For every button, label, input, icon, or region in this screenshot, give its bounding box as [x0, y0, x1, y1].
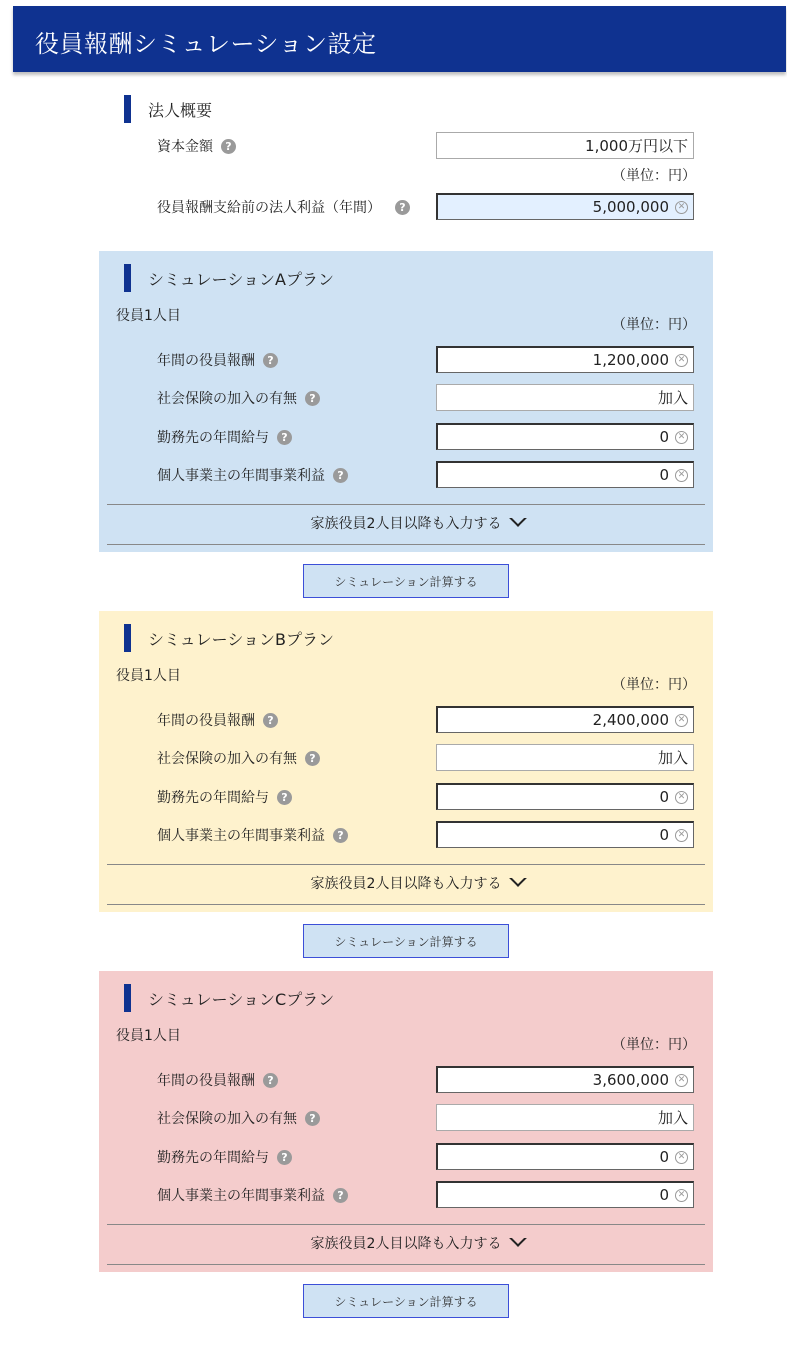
- plan-a-officer-label: 役員1人目: [116, 308, 181, 324]
- plan-a-insurance-select[interactable]: [436, 384, 694, 411]
- plan-b-heading-text: シミュレーションBプラン: [148, 629, 335, 649]
- question-circle-icon[interactable]: ?: [333, 1188, 348, 1203]
- heading-bar: [124, 95, 131, 123]
- capital-label: [157, 136, 236, 156]
- plan-a-comp-label: [157, 350, 278, 370]
- plan-a-insurance-label: [157, 388, 320, 408]
- heading-bar: [124, 984, 131, 1012]
- divider: [107, 504, 705, 505]
- calculate-button-label: シミュレーション計算する: [334, 934, 478, 949]
- business-label-text: 個人事業主の年間事業利益: [157, 468, 325, 484]
- insurance-label-text: 社会保険の加入の有無: [157, 751, 297, 767]
- plan-a-heading: [124, 264, 334, 292]
- plan-b-salary-label: [157, 787, 292, 807]
- plan-a-panel: [99, 251, 713, 552]
- profit-label-text: 役員報酬支給前の法人利益（年間）: [157, 200, 381, 216]
- plan-c-heading: [124, 984, 334, 1012]
- divider: [107, 904, 705, 905]
- divider: [107, 1264, 705, 1265]
- plan-c-calculate-button[interactable]: [303, 1284, 509, 1318]
- plan-b-comp-label: [157, 710, 278, 730]
- divider: [107, 864, 705, 865]
- clear-circle-icon[interactable]: ✕: [675, 1189, 688, 1202]
- plan-a-expand-toggle[interactable]: [99, 513, 713, 533]
- corporate-section-heading: [124, 95, 212, 123]
- plan-c-salary-label: [157, 1147, 292, 1167]
- question-circle-icon[interactable]: ?: [395, 200, 410, 215]
- heading-bar: [124, 624, 131, 652]
- plan-c-insurance-label: [157, 1108, 320, 1128]
- clear-circle-icon[interactable]: ✕: [675, 714, 688, 727]
- plan-a-salary-input[interactable]: [436, 423, 694, 450]
- clear-circle-icon[interactable]: ✕: [675, 791, 688, 804]
- question-circle-icon[interactable]: ?: [277, 1150, 292, 1165]
- clear-circle-icon[interactable]: ✕: [675, 469, 688, 482]
- salary-value: 0: [659, 788, 669, 806]
- plan-b-business-input[interactable]: [436, 821, 694, 848]
- question-circle-icon[interactable]: ?: [263, 353, 278, 368]
- question-circle-icon[interactable]: ?: [277, 430, 292, 445]
- profit-label: [157, 197, 410, 217]
- profit-value: 5,000,000: [592, 198, 669, 216]
- clear-circle-icon[interactable]: ✕: [675, 1151, 688, 1164]
- question-circle-icon[interactable]: ?: [333, 468, 348, 483]
- chevron-down-icon[interactable]: [505, 878, 531, 892]
- plan-a-comp-input[interactable]: [436, 346, 694, 373]
- plan-a-heading-text: シミュレーションAプラン: [148, 269, 334, 289]
- insurance-value: 加入: [657, 1109, 688, 1127]
- clear-circle-icon[interactable]: ✕: [675, 354, 688, 367]
- plan-b-heading: [124, 624, 334, 652]
- salary-label-text: 勤務先の年間給与: [157, 430, 269, 446]
- clear-circle-icon[interactable]: ✕: [675, 1074, 688, 1087]
- plan-a-calculate-button[interactable]: [303, 564, 509, 598]
- comp-value: 2,400,000: [592, 711, 669, 729]
- plan-a-unit-label: （単位：円）: [612, 317, 696, 333]
- salary-label-text: 勤務先の年間給与: [157, 790, 269, 806]
- business-value: 0: [659, 466, 669, 484]
- plan-a-business-input[interactable]: [436, 461, 694, 488]
- question-circle-icon[interactable]: ?: [305, 751, 320, 766]
- clear-circle-icon[interactable]: ✕: [675, 431, 688, 444]
- plan-b-insurance-select[interactable]: [436, 744, 694, 771]
- plan-b-unit-label: （単位：円）: [612, 677, 696, 693]
- calculate-button-label: シミュレーション計算する: [334, 1294, 478, 1309]
- insurance-label-text: 社会保険の加入の有無: [157, 1111, 297, 1127]
- clear-circle-icon[interactable]: ✕: [675, 201, 688, 214]
- business-value: 0: [659, 1186, 669, 1204]
- calculate-button-label: シミュレーション計算する: [334, 574, 478, 589]
- plan-c-expand-toggle[interactable]: [99, 1233, 713, 1253]
- capital-value: 1,000万円以下: [585, 137, 688, 155]
- page-title: 役員報酬シミュレーション設定: [35, 30, 377, 58]
- comp-label-text: 年間の役員報酬: [157, 1073, 255, 1089]
- plan-c-comp-label: [157, 1070, 278, 1090]
- question-circle-icon[interactable]: ?: [277, 790, 292, 805]
- question-circle-icon[interactable]: ?: [263, 713, 278, 728]
- plan-b-insurance-label: [157, 748, 320, 768]
- expand-label: 家族役員2人目以降も入力する: [310, 876, 502, 892]
- heading-bar: [124, 264, 131, 292]
- corporate-unit-label: （単位：円）: [612, 168, 696, 184]
- comp-label-text: 年間の役員報酬: [157, 713, 255, 729]
- question-circle-icon[interactable]: ?: [305, 1111, 320, 1126]
- question-circle-icon[interactable]: ?: [263, 1073, 278, 1088]
- plan-c-officer-label: 役員1人目: [116, 1028, 181, 1044]
- plan-c-comp-input[interactable]: [436, 1066, 694, 1093]
- corporate-heading-text: 法人概要: [148, 100, 213, 120]
- plan-c-salary-input[interactable]: [436, 1143, 694, 1170]
- salary-label-text: 勤務先の年間給与: [157, 1150, 269, 1166]
- insurance-value: 加入: [657, 389, 688, 407]
- plan-b-officer-label: 役員1人目: [116, 668, 181, 684]
- plan-b-calculate-button[interactable]: [303, 924, 509, 958]
- insurance-label-text: 社会保険の加入の有無: [157, 391, 297, 407]
- chevron-down-icon[interactable]: [505, 1238, 531, 1252]
- insurance-value: 加入: [657, 749, 688, 767]
- plan-c-unit-label: （単位：円）: [612, 1037, 696, 1053]
- plan-c-heading-text: シミュレーションCプラン: [148, 989, 335, 1009]
- business-label-text: 個人事業主の年間事業利益: [157, 1188, 325, 1204]
- plan-c-business-label: [157, 1185, 348, 1205]
- clear-circle-icon[interactable]: ✕: [675, 829, 688, 842]
- plan-b-panel: [99, 611, 713, 912]
- salary-value: 0: [659, 428, 669, 446]
- comp-value: 3,600,000: [592, 1071, 669, 1089]
- capital-label-text: 資本金額: [157, 139, 213, 155]
- plan-b-expand-toggle[interactable]: [99, 873, 713, 893]
- page-header: [13, 6, 786, 72]
- plan-c-insurance-select[interactable]: [436, 1104, 694, 1131]
- business-value: 0: [659, 826, 669, 844]
- comp-label-text: 年間の役員報酬: [157, 353, 255, 369]
- plan-b-comp-input[interactable]: [436, 706, 694, 733]
- plan-b-business-label: [157, 825, 348, 845]
- comp-value: 1,200,000: [592, 351, 669, 369]
- divider: [107, 1224, 705, 1225]
- profit-input[interactable]: [436, 193, 694, 220]
- expand-label: 家族役員2人目以降も入力する: [310, 516, 502, 532]
- salary-value: 0: [659, 1148, 669, 1166]
- question-circle-icon[interactable]: ?: [305, 391, 320, 406]
- business-label-text: 個人事業主の年間事業利益: [157, 828, 325, 844]
- capital-select[interactable]: [436, 132, 694, 159]
- question-circle-icon[interactable]: ?: [221, 139, 236, 154]
- question-circle-icon[interactable]: ?: [333, 828, 348, 843]
- expand-label: 家族役員2人目以降も入力する: [310, 1236, 502, 1252]
- chevron-down-icon[interactable]: [505, 518, 531, 532]
- plan-b-salary-input[interactable]: [436, 783, 694, 810]
- plan-c-panel: [99, 971, 713, 1272]
- plan-a-business-label: [157, 465, 348, 485]
- plan-c-business-input[interactable]: [436, 1181, 694, 1208]
- divider: [107, 544, 705, 545]
- plan-a-salary-label: [157, 427, 292, 447]
